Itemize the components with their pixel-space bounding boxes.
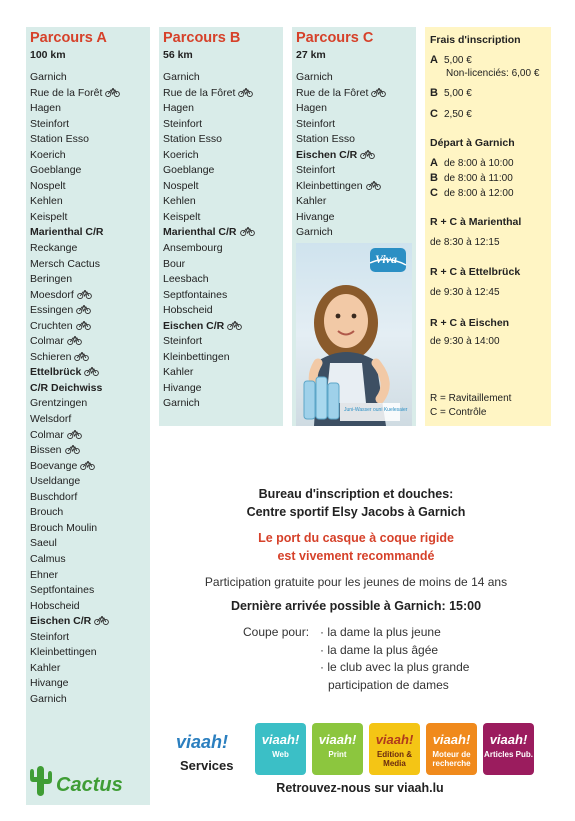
control-time: de 8:30 à 12:15 — [430, 237, 500, 248]
stop-name: Reckange — [30, 242, 78, 255]
stop-name: Beringen — [30, 273, 73, 286]
stop-item — [30, 443, 120, 459]
bicycle-icon — [363, 180, 381, 192]
stop-item — [30, 225, 120, 241]
stop-item — [30, 303, 120, 319]
stop-item — [30, 334, 120, 350]
stop-item — [30, 568, 120, 584]
stop-item — [296, 70, 386, 86]
stop-item — [296, 86, 386, 102]
stop-name: Moesdorf — [30, 288, 74, 301]
bicycle-icon — [71, 351, 89, 363]
stop-item — [30, 210, 120, 226]
tile-label: Articles Pub. — [484, 750, 533, 759]
stop-item — [163, 303, 255, 319]
stop-item — [163, 396, 255, 412]
derniere-arrivee: Dernière arrivée possible à Garnich: 15:00 — [230, 599, 482, 613]
frais-a-non-licencies: Non-licenciés: 6,00 € — [446, 68, 540, 79]
stop-name: Garnich — [30, 692, 67, 705]
stop-name: Garnich — [163, 71, 200, 83]
stop-item — [296, 210, 386, 226]
bicycle-icon — [368, 87, 386, 99]
bicycle-icon — [62, 444, 80, 456]
stop-item — [296, 101, 386, 117]
stop-item — [30, 163, 120, 179]
stop-name: Mersch Cactus — [30, 257, 101, 270]
stop-item — [296, 179, 386, 195]
viaah-tile-logo: viaah! — [375, 732, 414, 747]
stop-item — [30, 241, 120, 257]
stop-name: Kahler — [30, 661, 61, 674]
stop-name: Koerich — [163, 148, 199, 161]
stop-name: Brouch — [30, 506, 64, 519]
cactus-logo — [30, 762, 150, 800]
stop-item — [163, 319, 255, 335]
stop-item — [296, 163, 386, 179]
stop-item — [30, 319, 120, 335]
viva-logo-text: Viva — [375, 252, 398, 266]
viaah-edition-tile[interactable] — [369, 723, 420, 775]
stop-name: Steinfort — [30, 117, 70, 130]
stop-item — [30, 365, 120, 381]
stop-name: Kehlen — [163, 195, 196, 208]
stop-item — [163, 350, 255, 366]
participation-text: Participation gratuite pour les jeunes de moins de 14 ans — [204, 575, 508, 589]
stop-item — [163, 257, 255, 273]
coupe-item: · la dame la plus âgée — [320, 642, 439, 657]
stop-name: Station Esso — [296, 133, 355, 146]
bureau-line-2: Centre sportif Elsy Jacobs à Garnich — [246, 505, 466, 519]
stop-name: Garnich — [296, 226, 333, 239]
stop-name: Hivange — [30, 677, 69, 690]
parcours-distance: 100 km — [30, 49, 66, 61]
parcours-title: Parcours B — [163, 30, 241, 46]
viaah-web-tile[interactable] — [255, 723, 306, 775]
stop-name: Marienthal C/R — [163, 226, 237, 239]
viaah-print-tile[interactable] — [312, 723, 363, 775]
bicycle-icon — [64, 429, 82, 441]
stop-item — [296, 117, 386, 133]
stop-name: Kahler — [163, 366, 194, 379]
viaah-moteur-tile[interactable] — [426, 723, 477, 775]
bicycle-icon — [237, 226, 255, 238]
stop-name: Steinfort — [296, 164, 336, 177]
stop-list — [30, 70, 120, 707]
tile-label: Print — [328, 750, 347, 759]
parcours-a-column — [26, 27, 150, 805]
stop-item — [30, 350, 120, 366]
stop-name: Hobscheid — [163, 304, 213, 317]
stop-name: Hivange — [296, 210, 335, 223]
stop-name: Kleinbettingen — [163, 350, 230, 363]
stop-name: Garnich — [296, 71, 333, 83]
stop-item — [30, 148, 120, 164]
viaah-services-logo — [172, 726, 244, 781]
tile-label: Web — [272, 750, 289, 759]
bicycle-icon — [91, 615, 109, 627]
stop-item — [296, 132, 386, 148]
control-title: R + C à Marienthal — [430, 216, 522, 228]
bureau-line-1: Bureau d'inscription et douches: — [258, 487, 454, 501]
bicycle-icon — [224, 320, 242, 332]
stop-name: Eischen C/R — [163, 319, 225, 332]
stop-item — [163, 381, 255, 397]
stop-name: Eischen C/R — [296, 148, 358, 161]
stop-item — [163, 241, 255, 257]
girl-with-bottles-illustration — [296, 243, 412, 426]
frais-b: B 5,00 € — [430, 87, 472, 99]
stop-item — [30, 459, 120, 475]
stop-name: Rue de la Fôret — [296, 86, 369, 99]
coupe-item: participation de dames — [328, 677, 449, 692]
stop-name: Bissen — [30, 444, 62, 457]
stop-item — [30, 661, 120, 677]
stop-item — [296, 225, 386, 241]
bicycle-icon — [357, 149, 375, 161]
stop-name: Calmus — [30, 552, 66, 565]
services-text: Services — [180, 758, 234, 773]
stop-item — [163, 70, 255, 86]
bicycle-icon — [64, 335, 82, 347]
viaah-tile-logo: viaah! — [318, 732, 357, 747]
stop-item — [163, 148, 255, 164]
stop-item — [296, 148, 386, 164]
coupe-item: · le club avec la plus grande — [320, 660, 470, 675]
parcours-distance: 56 km — [163, 49, 193, 61]
control-time: de 9:30 à 14:00 — [430, 336, 500, 347]
stop-item — [30, 194, 120, 210]
stop-item — [30, 288, 120, 304]
stop-name: Garnich — [163, 397, 200, 410]
stop-item — [163, 225, 255, 241]
coupe-label: Coupe pour: — [243, 625, 310, 639]
parcours-distance: 27 km — [296, 49, 326, 61]
stop-name: Kleinbettingen — [296, 179, 363, 192]
stop-name: Rue de la Forêt — [30, 86, 103, 99]
stop-name: Garnich — [30, 71, 67, 83]
control-title: R + C à Ettelbrück — [430, 266, 521, 278]
stop-name: Station Esso — [163, 133, 222, 146]
stop-name: Station Esso — [30, 133, 89, 146]
stop-item — [30, 552, 120, 568]
stop-item — [30, 272, 120, 288]
stop-name: Colmar — [30, 428, 64, 441]
stop-item — [296, 194, 386, 210]
stop-item — [30, 101, 120, 117]
stop-name: Bour — [163, 257, 186, 270]
viaah-wordmark: viaah! — [176, 732, 229, 752]
fees-departures-column — [425, 27, 551, 426]
stop-name: Steinfort — [30, 630, 70, 643]
bicycle-icon — [235, 87, 253, 99]
stop-item — [30, 257, 120, 273]
stop-item — [30, 521, 120, 537]
stop-item — [163, 163, 255, 179]
stop-item — [30, 676, 120, 692]
stop-name: Goeblange — [30, 164, 82, 177]
stop-item — [30, 583, 120, 599]
legend-c: C = Contrôle — [430, 407, 487, 418]
parcours-title: Parcours A — [30, 30, 107, 46]
cactus-plant-icon — [30, 766, 52, 796]
stop-item — [163, 365, 255, 381]
stop-name: Useldange — [30, 475, 81, 488]
stop-item — [30, 117, 120, 133]
stop-name: Hagen — [30, 102, 61, 115]
stop-name: Ettelbrück — [30, 366, 82, 379]
viaah-tile-logo: viaah! — [489, 732, 528, 747]
bicycle-icon — [73, 320, 91, 332]
bicycle-icon — [73, 304, 91, 316]
stop-name: Ansembourg — [163, 242, 223, 255]
stop-name: Grentzingen — [30, 397, 88, 410]
frais-a: A 5,00 € — [430, 54, 472, 66]
stop-item — [30, 505, 120, 521]
stop-name: Septfontaines — [30, 584, 95, 597]
stop-name: Steinfort — [163, 335, 203, 348]
stop-name: Essingen — [30, 304, 74, 317]
stop-item — [30, 614, 120, 630]
stop-name: Buschdorf — [30, 490, 78, 503]
stop-item — [30, 412, 120, 428]
stop-name: Hivange — [163, 381, 202, 394]
parcours-title: Parcours C — [296, 30, 374, 46]
viva-water-photo — [296, 243, 412, 426]
stop-item — [30, 599, 120, 615]
stop-item — [30, 645, 120, 661]
stop-name: Goeblange — [163, 164, 215, 177]
control-title: R + C à Eischen — [430, 317, 510, 329]
stop-name: Eischen C/R — [30, 615, 92, 628]
bicycle-icon — [74, 289, 92, 301]
stop-list — [296, 70, 386, 241]
stop-name: Rue de la Fôret — [163, 86, 236, 99]
depart-a: A de 8:00 à 10:00 — [430, 157, 514, 169]
control-time: de 9:30 à 12:45 — [430, 287, 500, 298]
stop-item — [163, 210, 255, 226]
stop-item — [163, 272, 255, 288]
stop-name: Cruchten — [30, 319, 73, 332]
tile-label: Edition & Media — [376, 750, 413, 768]
bicycle-icon — [81, 366, 99, 378]
frais-c: C 2,50 € — [430, 108, 472, 120]
stop-name: Hagen — [296, 102, 327, 115]
stop-item — [30, 428, 120, 444]
stop-name: Boevange — [30, 459, 78, 472]
stop-name: Hagen — [163, 102, 194, 115]
stop-name: Kehlen — [30, 195, 63, 208]
stop-item — [163, 86, 255, 102]
stop-item — [30, 179, 120, 195]
casque-line-2: est vivement recommandé — [277, 549, 435, 563]
casque-line-1: Le port du casque à coque rigide — [258, 531, 454, 545]
stop-name: Nospelt — [163, 179, 199, 192]
stop-item — [30, 536, 120, 552]
stop-item — [163, 117, 255, 133]
stop-name: Kahler — [296, 195, 327, 208]
stop-name: Welsdorf — [30, 413, 72, 426]
coupe-list — [320, 625, 469, 695]
bicycle-icon — [77, 460, 95, 472]
frais-title: Frais d'inscription — [430, 34, 521, 46]
stop-name: C/R Deichwiss — [30, 381, 103, 394]
tile-label: Moteur de recherche — [432, 750, 471, 768]
stop-item — [163, 288, 255, 304]
legend-r: R = Ravitaillement — [430, 393, 512, 404]
retrouvez-link[interactable]: Retrouvez-nous sur viaah.lu — [276, 781, 444, 795]
stop-name: Koerich — [30, 148, 66, 161]
depart-title: Départ à Garnich — [430, 137, 515, 149]
stop-item — [30, 132, 120, 148]
stop-name: Keispelt — [30, 210, 68, 223]
stop-item — [163, 101, 255, 117]
stop-name: Leesbach — [163, 273, 209, 286]
parcours-b-column — [159, 27, 283, 426]
depart-b: B de 8:00 à 11:00 — [430, 172, 513, 184]
bottle-label-text: Juni-Wasser ouni Kuelesaier — [344, 407, 408, 413]
stop-item — [30, 86, 120, 102]
stop-name: Kleinbettingen — [30, 646, 97, 659]
stop-item — [30, 692, 120, 708]
viaah-tile-logo: viaah! — [432, 732, 471, 747]
stop-name: Colmar — [30, 335, 64, 348]
stop-list — [163, 70, 255, 412]
bicycle-icon — [102, 87, 120, 99]
stop-item — [30, 490, 120, 506]
stop-item — [163, 179, 255, 195]
stop-item — [30, 70, 120, 86]
coupe-item: · la dame la plus jeune — [320, 625, 441, 639]
stop-item — [30, 396, 120, 412]
stop-name: Hobscheid — [30, 599, 80, 612]
stop-item — [30, 381, 120, 397]
stop-name: Brouch Moulin — [30, 521, 98, 534]
stop-name: Schieren — [30, 350, 72, 363]
stop-name: Ehner — [30, 568, 59, 581]
stop-name: Keispelt — [163, 210, 201, 223]
stop-item — [163, 132, 255, 148]
viaah-articles-tile[interactable] — [483, 723, 534, 775]
stop-name: Saeul — [30, 537, 57, 550]
stop-name: Marienthal C/R — [30, 226, 104, 239]
cactus-wordmark: Cactus — [56, 774, 123, 796]
stop-name: Nospelt — [30, 179, 66, 192]
stop-name: Steinfort — [296, 117, 336, 130]
depart-c: C de 8:00 à 12:00 — [430, 187, 514, 199]
stop-item — [163, 334, 255, 350]
stop-item — [163, 194, 255, 210]
stop-name: Septfontaines — [163, 288, 228, 301]
stop-item — [30, 474, 120, 490]
stop-name: Steinfort — [163, 117, 203, 130]
viaah-tile-logo: viaah! — [261, 732, 300, 747]
stop-item — [30, 630, 120, 646]
